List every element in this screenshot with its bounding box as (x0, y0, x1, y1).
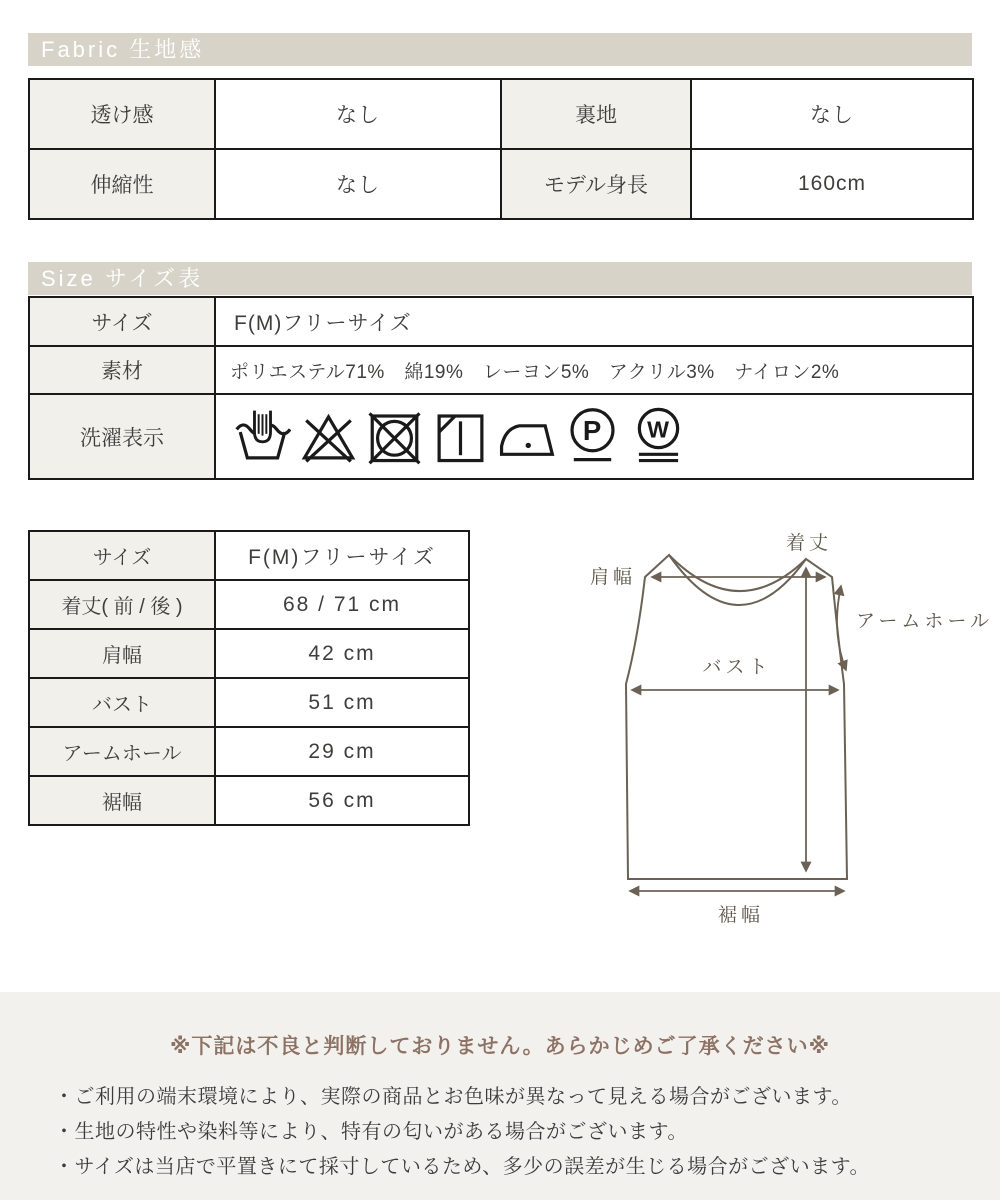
table-row (29, 580, 469, 629)
table-row (29, 149, 973, 219)
tank-top-outline (626, 555, 847, 879)
line-dry-in-shade-icon (432, 406, 489, 467)
iron-low-heat-icon (498, 406, 555, 467)
shoulder-width-label: 肩幅 (589, 567, 636, 588)
fabric-value-model-height: 160cm (691, 149, 973, 219)
fabric-label-stretch: 伸縮性 (29, 149, 215, 219)
size-info-table (28, 296, 974, 480)
care-symbols-row (234, 406, 972, 467)
size-label: サイズ (29, 297, 215, 346)
armhole-arrow (837, 586, 846, 670)
measure-value-length: 68 / 71 cm (215, 580, 469, 629)
disclaimer-title: ※下記は不良と判断しておりません。あらかじめご了承ください※ (169, 1035, 831, 1058)
table-row (29, 394, 973, 479)
hand-wash-icon (234, 406, 291, 467)
care-symbols-cell (215, 394, 973, 479)
measure-label-size: サイズ (29, 531, 215, 580)
disclaimer-item-measurement: ・サイズは当店で平置きにて採寸しているため、多少の誤差が生じる場合がございます。 (54, 1156, 870, 1178)
fabric-value-sheerness: なし (215, 79, 501, 149)
table-row (29, 346, 973, 394)
fabric-value-lining: なし (691, 79, 973, 149)
table-row (29, 629, 469, 678)
dry-clean-p-icon (564, 406, 621, 467)
fabric-value-stretch: なし (215, 149, 501, 219)
bust-label: バスト (702, 657, 772, 678)
garment-measurement-diagram (560, 520, 1000, 940)
measure-value-hem: 56 cm (215, 776, 469, 825)
table-row (29, 678, 469, 727)
disclaimer-item-odor: ・生地の特性や染料等により、特有の匂いがある場合がございます。 (54, 1121, 688, 1143)
table-row (29, 776, 469, 825)
fabric-section-header: Fabric 生地感 (28, 33, 972, 66)
armhole-label: アームホール (856, 611, 994, 632)
disclaimer-section (0, 992, 1000, 1200)
fabric-label-sheerness: 透け感 (29, 79, 215, 149)
fabric-label-lining: 裏地 (501, 79, 691, 149)
measure-value-shoulder: 42 cm (215, 629, 469, 678)
material-label: 素材 (29, 346, 215, 394)
disclaimer-item-color: ・ご利用の端末環境により、実際の商品とお色味が異なって見える場合がございます。 (54, 1086, 852, 1108)
fabric-table (28, 78, 974, 220)
measure-label-hem: 裾幅 (29, 776, 215, 825)
size-section-header: Size サイズ表 (28, 262, 972, 295)
material-value: ポリエステル71% 綿19% レーヨン5% アクリル3% ナイロン2% (215, 346, 973, 394)
measure-value-bust: 51 cm (215, 678, 469, 727)
care-label: 洗濯表示 (29, 394, 215, 479)
back-neckline (669, 555, 806, 591)
body-length-label: 着丈 (785, 533, 833, 554)
measure-label-length: 着丈( 前 / 後 ) (29, 580, 215, 629)
svg-text:W: W (647, 416, 670, 443)
fabric-label-model-height: モデル身長 (501, 149, 691, 219)
size-value: F(M)フリーサイズ (215, 297, 973, 346)
do-not-bleach-icon (300, 406, 357, 467)
measurement-table (28, 530, 470, 826)
measure-label-armhole: アームホール (29, 727, 215, 776)
wet-clean-w-icon (630, 406, 687, 467)
table-row (29, 297, 973, 346)
table-row (29, 79, 973, 149)
measure-label-bust: バスト (29, 678, 215, 727)
measure-value-size: F(M)フリーサイズ (215, 531, 469, 580)
do-not-tumble-dry-icon (366, 406, 423, 467)
svg-text:P: P (582, 415, 603, 447)
measure-value-armhole: 29 cm (215, 727, 469, 776)
table-row (29, 727, 469, 776)
measure-label-shoulder: 肩幅 (29, 629, 215, 678)
hem-width-label: 裾幅 (717, 905, 765, 926)
table-row (29, 531, 469, 580)
